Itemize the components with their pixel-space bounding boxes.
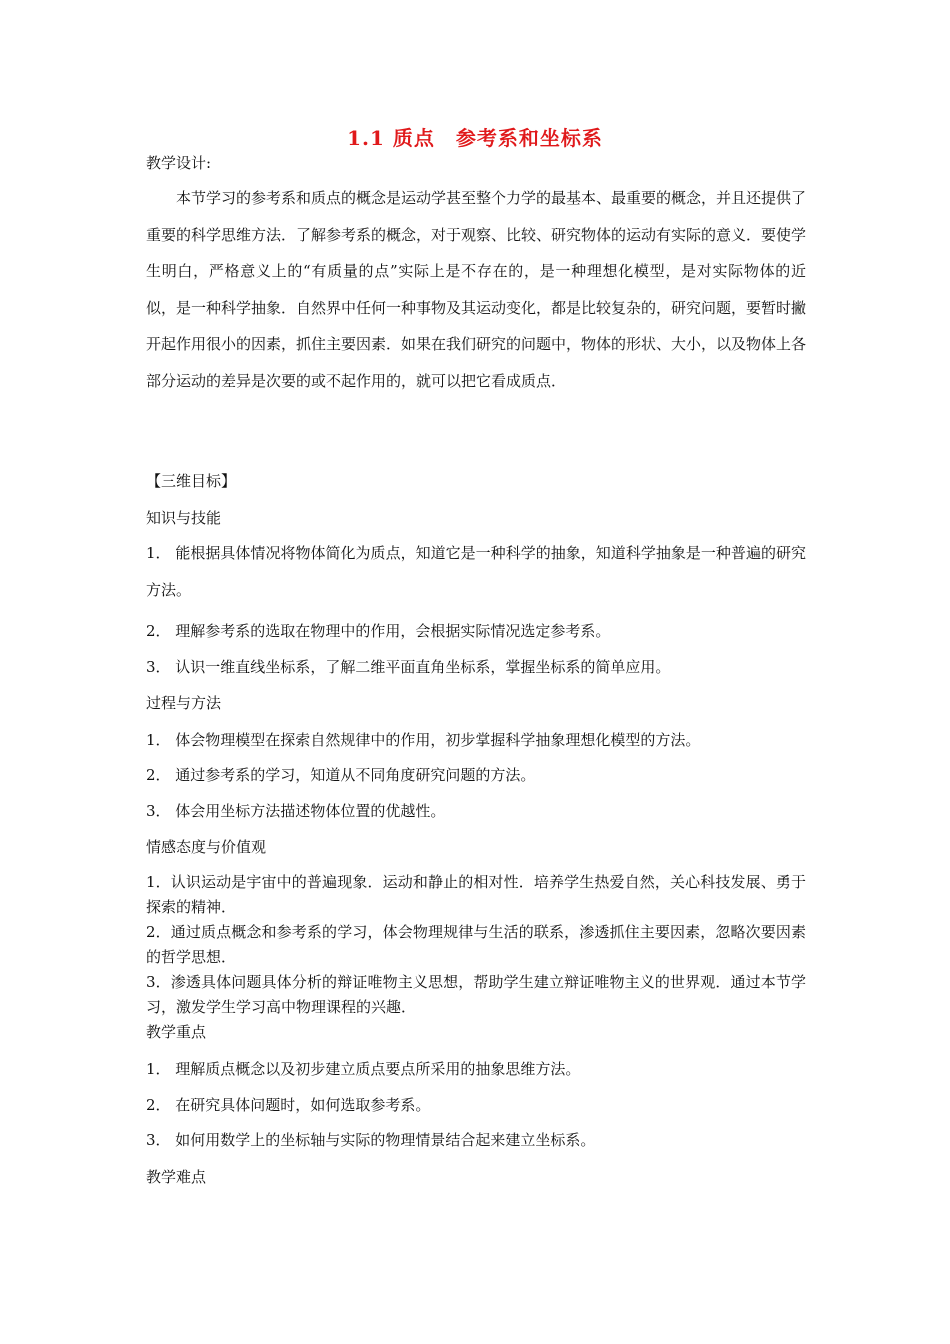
process-heading: 过程与方法 bbox=[146, 694, 222, 712]
goals-heading: 【三维目标】 bbox=[146, 472, 237, 490]
knowledge-item-1: 1． 能根据具体情况将物体简化为质点，知道它是一种科学的抽象，知道科学抽象是一种普遍的研究方法。 bbox=[146, 544, 806, 599]
process-item-3: 3． 体会用坐标方法描述物体位置的优越性。 bbox=[146, 802, 446, 820]
knowledge-item-2: 2． 理解参考系的选取在物理中的作用，会根据实际情况选定参考系。 bbox=[146, 622, 611, 640]
knowledge-item-3: 3． 认识一维直线坐标系，了解二维平面直角坐标系，掌握坐标系的简单应用。 bbox=[146, 658, 671, 676]
emotion-heading: 情感态度与价值观 bbox=[146, 838, 267, 856]
emotion-item-3: 3．渗透具体问题具体分析的辩证唯物主义思想，帮助学生建立辩证唯物主义的世界观．通过本节学习，激发学生学习高中物理课程的兴趣． bbox=[146, 973, 806, 1016]
difficulties-heading: 教学难点 bbox=[146, 1168, 207, 1186]
emotion-items bbox=[146, 870, 806, 1020]
design-paragraph: 本节学习的参考系和质点的概念是运动学甚至整个力学的最基本、最重要的概念，并且还提供了重要的科学思维方法．了解参考系的概念，对于观察、比较、研究物体的运动有实际的意义．要使学生明白，严格意义上的“有质量的点”实际上是不存在的，是一种理想化模型，是对实际物体的近似，是一种科学抽象．自然界中任何一种事物及其运动变化，都是比较复杂的，研究问题，要暂时撇开起作用很小的因素，抓住主要因素．如果在我们研究的问题中，物体的形状、大小，以及物体上各部分运动的差异是次要的或不起作用的，就可以把它看成质点． bbox=[146, 189, 807, 390]
key-point-item-1: 1． 理解质点概念以及初步建立质点要点所采用的抽象思维方法。 bbox=[146, 1060, 581, 1078]
key-point-item-3: 3． 如何用数学上的坐标轴与实际的物理情景结合起来建立坐标系。 bbox=[146, 1131, 596, 1149]
process-item-2: 2． 通过参考系的学习，知道从不同角度研究问题的方法。 bbox=[146, 766, 536, 784]
page-title: 1.1 质点 参考系和坐标系 bbox=[347, 126, 603, 150]
key-point-item-2: 2． 在研究具体问题时，如何选取参考系。 bbox=[146, 1096, 431, 1114]
key-points-heading: 教学重点 bbox=[146, 1023, 207, 1041]
design-heading: 教学设计: bbox=[146, 154, 212, 172]
emotion-item-1: 1．认识运动是宇宙中的普遍现象．运动和静止的相对性．培养学生热爱自然，关心科技发展、勇于探索的精神． bbox=[146, 873, 806, 916]
process-item-1: 1． 体会物理模型在探索自然规律中的作用，初步掌握科学抽象理想化模型的方法。 bbox=[146, 731, 701, 749]
knowledge-heading: 知识与技能 bbox=[146, 509, 222, 527]
emotion-item-2: 2．通过质点概念和参考系的学习，体会物理规律与生活的联系，渗透抓住主要因素，忽略次要因素的哲学思想． bbox=[146, 923, 806, 966]
